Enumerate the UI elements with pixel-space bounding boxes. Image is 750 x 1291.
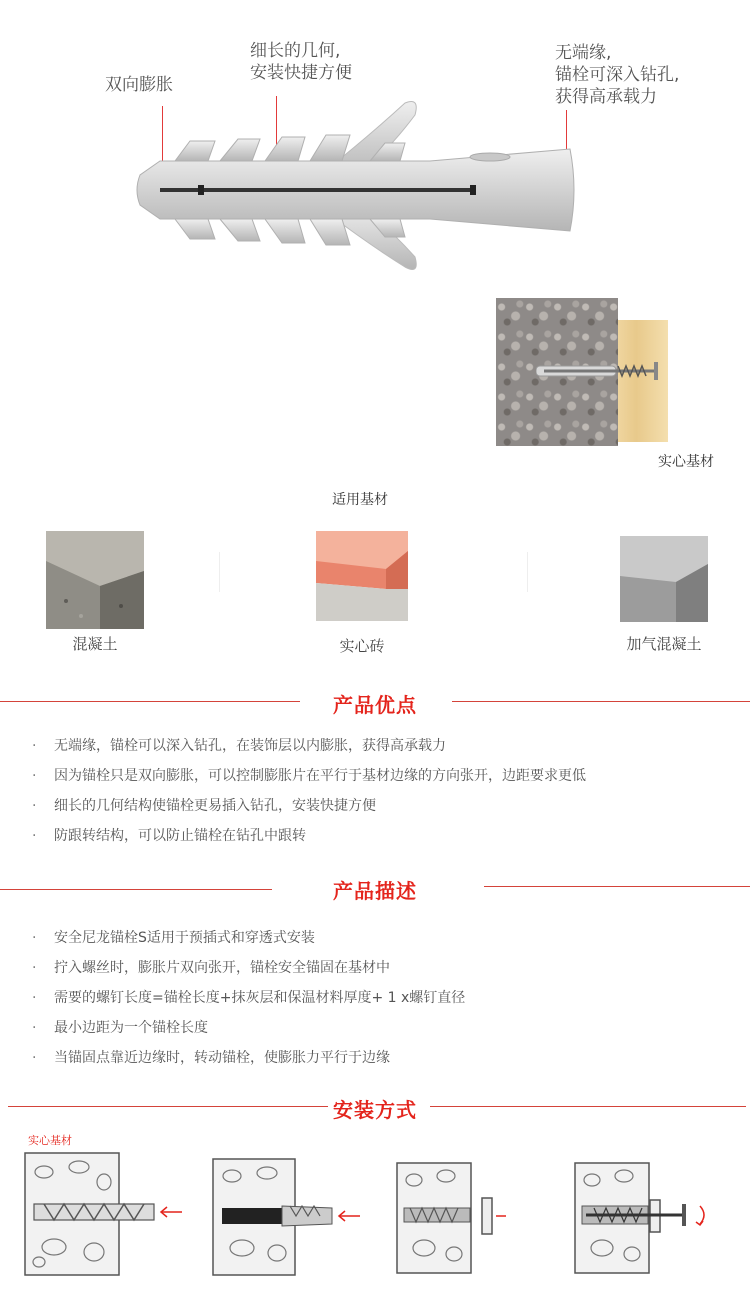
advantages-line-left — [0, 701, 300, 702]
callout-no-rim: 无端缘, 锚栓可深入钻孔, 获得高承载力 — [555, 43, 680, 107]
material-label-aerated-concrete: 加气混凝土 — [626, 635, 702, 653]
list-item: · 拧入螺丝时，膨胀片双向张开，锚栓安全锚固在基材中 — [32, 953, 732, 983]
callout-bidirectional: 双向膨胀 — [105, 75, 173, 95]
install-step-drill — [24, 1152, 184, 1276]
list-item: · 当锚固点靠近边缘时，转动锚栓，使膨胀力平行于边缘 — [32, 1043, 732, 1073]
description-list — [32, 923, 732, 1073]
install-title: 安装方式 — [333, 1098, 417, 1122]
applicable-title: 适用基材 — [332, 492, 388, 508]
description-line-left — [0, 889, 272, 890]
material-label-brick: 实心砖 — [339, 637, 385, 655]
install-line-left — [8, 1106, 328, 1107]
install-step-screw — [574, 1162, 714, 1274]
description-title: 产品描述 — [333, 879, 417, 903]
anchor-diagram — [0, 0, 750, 290]
advantages-line-right — [452, 701, 750, 702]
list-item: · 无端缘，锚栓可以深入钻孔，在装饰层以内膨胀，获得高承载力 — [32, 731, 732, 761]
advantages-list — [32, 731, 732, 851]
list-item: · 最小边距为一个锚栓长度 — [32, 1013, 732, 1043]
divider-2 — [527, 552, 528, 592]
list-item: · 防跟转结构，可以防止锚栓在钻孔中跟转 — [32, 821, 732, 851]
install-line-right — [430, 1106, 746, 1107]
concrete-cube-icon — [46, 531, 144, 629]
material-brick — [316, 531, 408, 621]
material-label-concrete: 混凝土 — [72, 635, 118, 653]
list-item: · 细长的几何结构使锚栓更易插入钻孔，安装快捷方便 — [32, 791, 732, 821]
divider-1 — [219, 552, 220, 592]
brick-cube-icon — [316, 531, 408, 621]
list-item: · 因为锚栓只是双向膨胀，可以控制膨胀片在平行于基材边缘的方向张开，边距要求更低 — [32, 761, 732, 791]
install-base-label: 实心基材 — [28, 1134, 72, 1147]
material-concrete — [46, 531, 144, 629]
description-line-right — [484, 886, 750, 887]
material-aerated-concrete — [620, 536, 708, 622]
installed-anchor-screw — [536, 360, 668, 382]
solid-base-photo-label: 实心基材 — [658, 454, 714, 470]
install-step-anchor — [212, 1158, 362, 1276]
callout-slim-geometry: 细长的几何, 安装快捷方便 — [250, 41, 352, 83]
advantages-title: 产品优点 — [333, 693, 417, 717]
aerated-concrete-cube-icon — [620, 536, 708, 622]
nylon-anchor-illustration — [130, 95, 590, 285]
list-item: · 安全尼龙锚栓S适用于预插式和穿透式安装 — [32, 923, 732, 953]
solid-base-photo — [496, 298, 668, 446]
list-item: · 需要的螺钉长度=锚栓长度+抹灰层和保温材料厚度+ 1 x螺钉直径 — [32, 983, 732, 1013]
install-step-fixture — [396, 1162, 508, 1274]
